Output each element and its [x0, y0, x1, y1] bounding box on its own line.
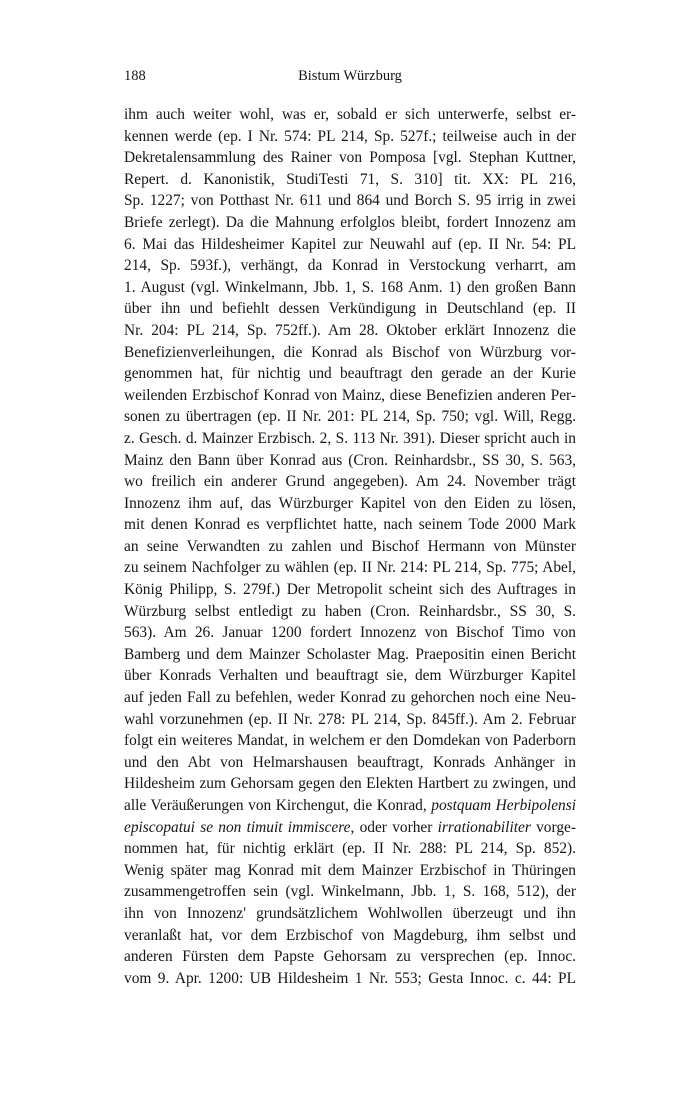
text-line: kennen werde (ep. I Nr. 574: PL 214, Sp. 527f.; teilweise auch in der [124, 127, 576, 145]
text-line: genommen hat, für nichtig und beauftragt den gerade an der Kurie [124, 365, 576, 383]
text-line: ihm auch weiter wohl, was er, sobald er sich unterwerfe, selbst er- [124, 106, 576, 123]
text-line: ihn von Innozenz' grundsätzlichem Wohlwollen überzeugt und ihn [124, 904, 576, 922]
text-line: wo freilich ein anderer Grund angegeben). Am 24. November trägt [124, 473, 576, 491]
text-line: anderen Fürsten dem Papste Gehorsam zu versprechen (ep. Innoc. [124, 948, 576, 966]
text-line: Benefizienverleihungen, die Konrad als Bischof von Würzburg vor- [124, 343, 576, 361]
text-line: auf jeden Fall zu befehlen, weder Konrad zu gehorchen noch eine Neu- [124, 689, 576, 707]
text-line: über ihn und befiehlt dessen Verkündigung in Deutschland (ep. II [124, 300, 576, 318]
running-head [124, 68, 576, 90]
text-line: Repert. d. Kanonistik, StudiTesti 71, S. 310] tit. XX: PL 216, [124, 170, 576, 188]
page-number: 188 [124, 68, 146, 84]
text-line: vom 9. Apr. 1200: UB Hildesheim 1 Nr. 553; Gesta Innoc. c. 44: PL [124, 969, 576, 987]
text-line: sonen zu übertragen (ep. II Nr. 201: PL 214, Sp. 750; vgl. Will, Regg. [124, 408, 576, 426]
text-line: nommen hat, für nichtig erklärt (ep. II Nr. 288: PL 214, Sp. 852). [124, 840, 576, 858]
text-line: mit denen Konrad es verpflichtet hatte, nach seinem Tode 2000 Mark [124, 516, 576, 534]
text-line: an seine Verwandten zu zahlen und Bischof Hermann von Münster [124, 537, 576, 555]
text-line: 1. August (vgl. Winkelmann, Jbb. 1, S. 168 Anm. 1) den großen Bann [124, 278, 576, 296]
text-line: Hildesheim zum Gehorsam gegen den Elekten Hartbert zu zwingen, und [124, 775, 576, 793]
text-line: zusammengetroffen sein (vgl. Winkelmann, Jbb. 1, S. 168, 512), der [124, 883, 576, 901]
text-line: Innozenz ihm auf, das Würzburger Kapitel von den Eiden zu lösen, [124, 494, 576, 512]
text-line: veranlaßt hat, vor dem Erzbischof von Magdeburg, ihm selbst und [124, 926, 576, 944]
text-line: episcopatui se non timuit immiscere, oder vorher irrationabiliter vorge- [124, 818, 576, 836]
text-line: alle Veräußerungen von Kirchengut, die Konrad, postquam Herbipolensi [124, 797, 577, 814]
running-title: Bistum Würzburg [298, 68, 402, 84]
text-line: zu seinem Nachfolger zu wählen (ep. II Nr. 214: PL 214, Sp. 775; Abel, [124, 559, 576, 577]
text-line: wahl vorzunehmen (ep. II Nr. 278: PL 214, Sp. 845ff.). Am 2. Februar [124, 710, 576, 728]
text-line: Mainz den Bann über Konrad aus (Cron. Reinhardsbr., SS 30, S. 563, [124, 451, 576, 469]
italic-phrase: postquam Herbipolensi [431, 797, 577, 814]
text-line: folgt ein weiteres Mandat, in welchem er den Domdekan von Paderborn [124, 732, 576, 750]
text-line: über Konrads Verhalten und beauftragt sie, dem Würzburger Kapitel [124, 667, 576, 685]
text-line: Bamberg und dem Mainzer Scholaster Mag. Praepositin einen Bericht [124, 645, 576, 663]
text-line: Würzburg selbst entledigt zu haben (Cron. Reinhardsbr., SS 30, S. [124, 602, 576, 620]
text-line: und den Abt von Helmarshausen beauftragt, Konrads Anhänger in [124, 753, 576, 771]
text-line: z. Gesch. d. Mainzer Erzbisch. 2, S. 113 Nr. 391). Dieser spricht auch in [124, 429, 576, 447]
text-line: Briefe zerlegt). Da die Mahnung erfolglos bleibt, fordert Innozenz am [124, 213, 576, 231]
text-line: König Philipp, S. 279f.) Der Metropolit scheint sich des Auftrages in [124, 581, 576, 599]
text-line: Nr. 204: PL 214, Sp. 752ff.). Am 28. Oktober erklärt Innozenz die [124, 321, 576, 339]
text-line: Dekretalensammlung des Rainer von Pomposa [vgl. Stephan Kuttner, [124, 149, 576, 167]
text-line: Wenig später mag Konrad mit dem Mainzer Erzbischof in Thüringen [124, 861, 576, 879]
text-line: 563). Am 26. Januar 1200 fordert Innozenz von Bischof Timo von [124, 624, 576, 642]
italic-phrase: episcopatui se non timuit immiscere [124, 818, 351, 836]
text-line: 214, Sp. 593f.), verhängt, da Konrad in Verstockung verharrt, am [124, 257, 576, 275]
text-line: 6. Mai das Hildesheimer Kapitel zur Neuwahl auf (ep. II Nr. 54: PL [124, 235, 576, 253]
italic-phrase: irrationabiliter [437, 818, 531, 836]
body-text [124, 104, 576, 989]
text-line: weilenden Erzbischof Konrad von Mainz, diese Benefizien anderen Per- [124, 386, 576, 404]
text-line: Sp. 1227; von Potthast Nr. 611 und 864 und Borch S. 95 irrig in zwei [124, 192, 576, 210]
